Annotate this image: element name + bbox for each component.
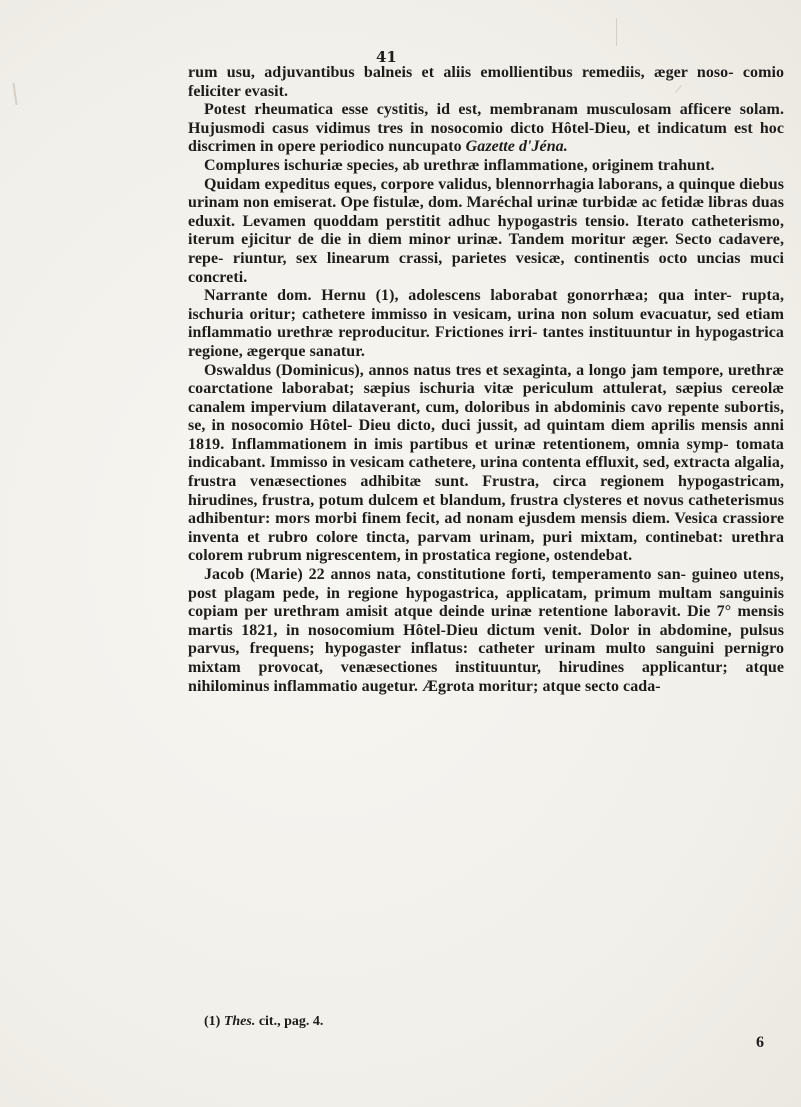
page-number: 41 <box>376 48 397 66</box>
paragraph: rum usu, adjuvantibus balneis et aliis emollientibus remediis, æger noso- comio feliciter evasit. <box>188 64 784 100</box>
signature-mark: 6 <box>756 1034 764 1051</box>
body-text <box>188 64 784 696</box>
paragraph: Narrante dom. Hernu (1), adolescens laborabat gonorrhæa; qua inter- rupta, ischuria oritur; cathetere immisso in vesicam, urina non solum evacuatur, sed etiam inflammatio urethræ reproducitur. Frictiones irri- tantes instituuntur in hypogastrica regione, ægerque sanatur. <box>188 287 784 360</box>
paragraph: Quidam expeditus eques, corpore validus, blennorrhagia laborans, a quinque diebus urinam non emiserat. Ope fistulæ, dom. Maréchal urinæ turbidæ ac fetidæ libras duas eduxit. Levamen quoddam perstitit adhuc hypogastris tensio. Iterato catheterismo, iterum ejicitur de die in diem minor urinæ. Tandem moritur æger. Secto cadavere, repe- riuntur, sex linearum crassi, parietes vesicæ, continentis octo uncias muci concreti. <box>188 175 784 286</box>
scan-speck <box>616 18 617 46</box>
paragraph-text: Potest rheumatica esse cystitis, id est, membranam musculosam afficere solam. Hujusmodi casus vidimus tres in nosocomio dicto Hôtel-Dieu, et indicatum est hoc discrimen in opere periodico nuncupato <box>188 101 784 156</box>
footnote-text: cit., pag. 4. <box>258 1014 324 1029</box>
scan-speck <box>12 83 17 105</box>
footnote-marker: (1) <box>204 1014 221 1029</box>
paragraph: Complures ischuriæ species, ab urethræ inflammatione, originem trahunt. <box>204 156 715 174</box>
paragraph: Oswaldus (Dominicus), annos natus tres et sexaginta, a longo jam tempore, urethræ coarctatione laborabat; sæpius ischuria vitæ periculum attulerat, sæpius cereolæ canalem impervium dilataverant, cum, doloribus in abdominis cavo repente subortis, se, in nosocomio Hôtel- Dieu dicto, duci jussit, ad quintam diem aprilis mensis anni 1819. Inflammationem in imis partibus et urinæ retentionem, omnia symp- tomata indicabant. Immisso in vesicam cathetere, urina contenta effluxit, sed, extracta algalia, frustra venæsectiones adhibitæ sunt. Frustra, circa regionem hypogastricam, hirudines, frustra, potum dulcem et blandum, frustra clysteres et novus catheterismus adhibentur: mors morbi finem fecit, ad nonam ejusdem mensis diem. Vesica crassiore inventa et rubro colore tincta, parvam urinam, puri mixtam, continebat: urethra colorem rubrum nigrescentem, in prostatica regione, ostendebat. <box>188 361 784 565</box>
paragraph <box>188 101 784 157</box>
paragraph: Jacob (Marie) 22 annos nata, constitutione forti, temperamento san- guineo utens, post plagam pede, in regione hypogastrica, applicatam, primum multam sanguinis copiam per urethram amisit atque deinde urinæ retentione laboravit. Die 7° mensis martis 1821, in nosocomium Hôtel-Dieu dictum venit. Dolor in abdomine, pulsus parvus, frequens; hypogaster inflatus: catheter urinam multo sanguini pernigro mixtam provocat, venæsectiones instituuntur, hirudines applicantur; atque nihilominus inflammatio augetur. Ægrota moritur; atque secto cada- <box>188 566 784 695</box>
footnote <box>204 1014 323 1030</box>
footnote-source: Thes. <box>223 1014 256 1029</box>
journal-title: Gazette d'Jéna. <box>465 138 568 156</box>
